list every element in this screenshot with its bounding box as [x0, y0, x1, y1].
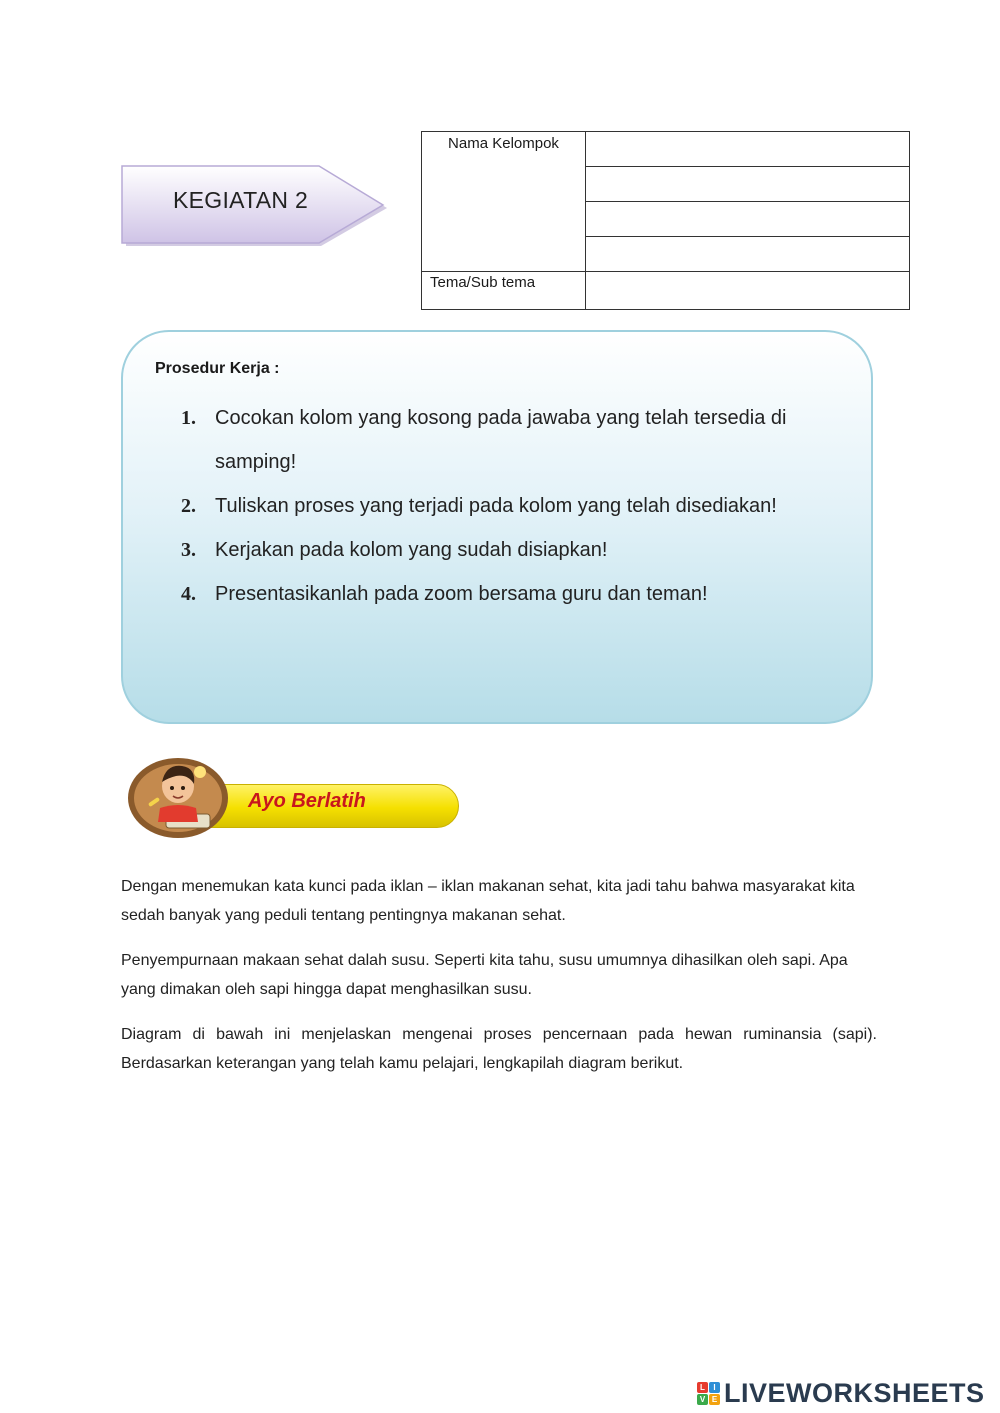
ayo-berlatih-banner [126, 756, 460, 840]
intro-paragraph: Dengan menemukan kata kunci pada iklan – iklan makanan sehat, kita jadi tahu bahwa masyarakat kita sedah banyak yang peduli tentang pentingnya makanan sehat. [121, 878, 855, 924]
step-text: Presentasikanlah pada zoom bersama guru dan teman! [215, 583, 708, 605]
prosedur-steps [181, 396, 841, 616]
member-field-4[interactable] [586, 237, 910, 272]
logo-letter: V [697, 1394, 708, 1405]
studying-kid-icon [126, 756, 246, 840]
brand-mark-icon [697, 1382, 720, 1405]
tema-label: Tema/Sub tema [430, 274, 536, 291]
tema-field[interactable] [586, 272, 910, 310]
step-text: Tuliskan proses yang terjadi pada kolom yang telah disediakan! [215, 495, 777, 517]
susu-paragraph: Penyempurnaan makaan sehat dalah susu. Seperti kita tahu, susu umumnya dihasilkan oleh sapi. Apa yang dimakan oleh sapi hingga dapat menghasilkan susu. [121, 952, 848, 998]
step-number: 4. [181, 583, 196, 605]
prosedur-box [121, 330, 873, 724]
banner-label: Ayo Berlatih [248, 790, 366, 812]
list-item [181, 528, 841, 572]
nama-kelompok-label: Nama Kelompok [448, 135, 559, 152]
brand-name: LIVEWORKSHEETS [724, 1377, 985, 1408]
step-number: 1. [181, 407, 196, 429]
member-field-3[interactable] [586, 202, 910, 237]
nama-kelompok-label-cell [422, 132, 586, 272]
step-text: Kerjakan pada kolom yang sudah disiapkan! [215, 539, 608, 561]
member-field-1[interactable] [586, 132, 910, 167]
list-item [181, 484, 841, 528]
tema-label-cell [422, 272, 586, 310]
step-number: 3. [181, 539, 196, 561]
logo-letter: I [709, 1382, 720, 1393]
liveworksheets-logo[interactable] [697, 1378, 985, 1408]
step-text: Cocokan kolom yang kosong pada jawaba yang telah tersedia di samping! [215, 407, 787, 473]
prosedur-title: Prosedur Kerja : [155, 360, 280, 377]
kegiatan-label [121, 165, 389, 247]
logo-letter: E [709, 1394, 720, 1405]
kegiatan-title: KEGIATAN 2 [173, 187, 309, 213]
list-item [181, 396, 841, 484]
list-item [181, 572, 841, 616]
step-number: 2. [181, 495, 196, 517]
group-info-table [421, 131, 910, 310]
diagram-paragraph: Diagram di bawah ini menjelaskan mengenai proses pencernaan pada hewan ruminansia (sapi). Berdasarkan keterangan yang telah kamu pelajari, lengkapilah diagram berikut. [121, 1026, 877, 1072]
member-field-2[interactable] [586, 167, 910, 202]
logo-letter: L [697, 1382, 708, 1393]
